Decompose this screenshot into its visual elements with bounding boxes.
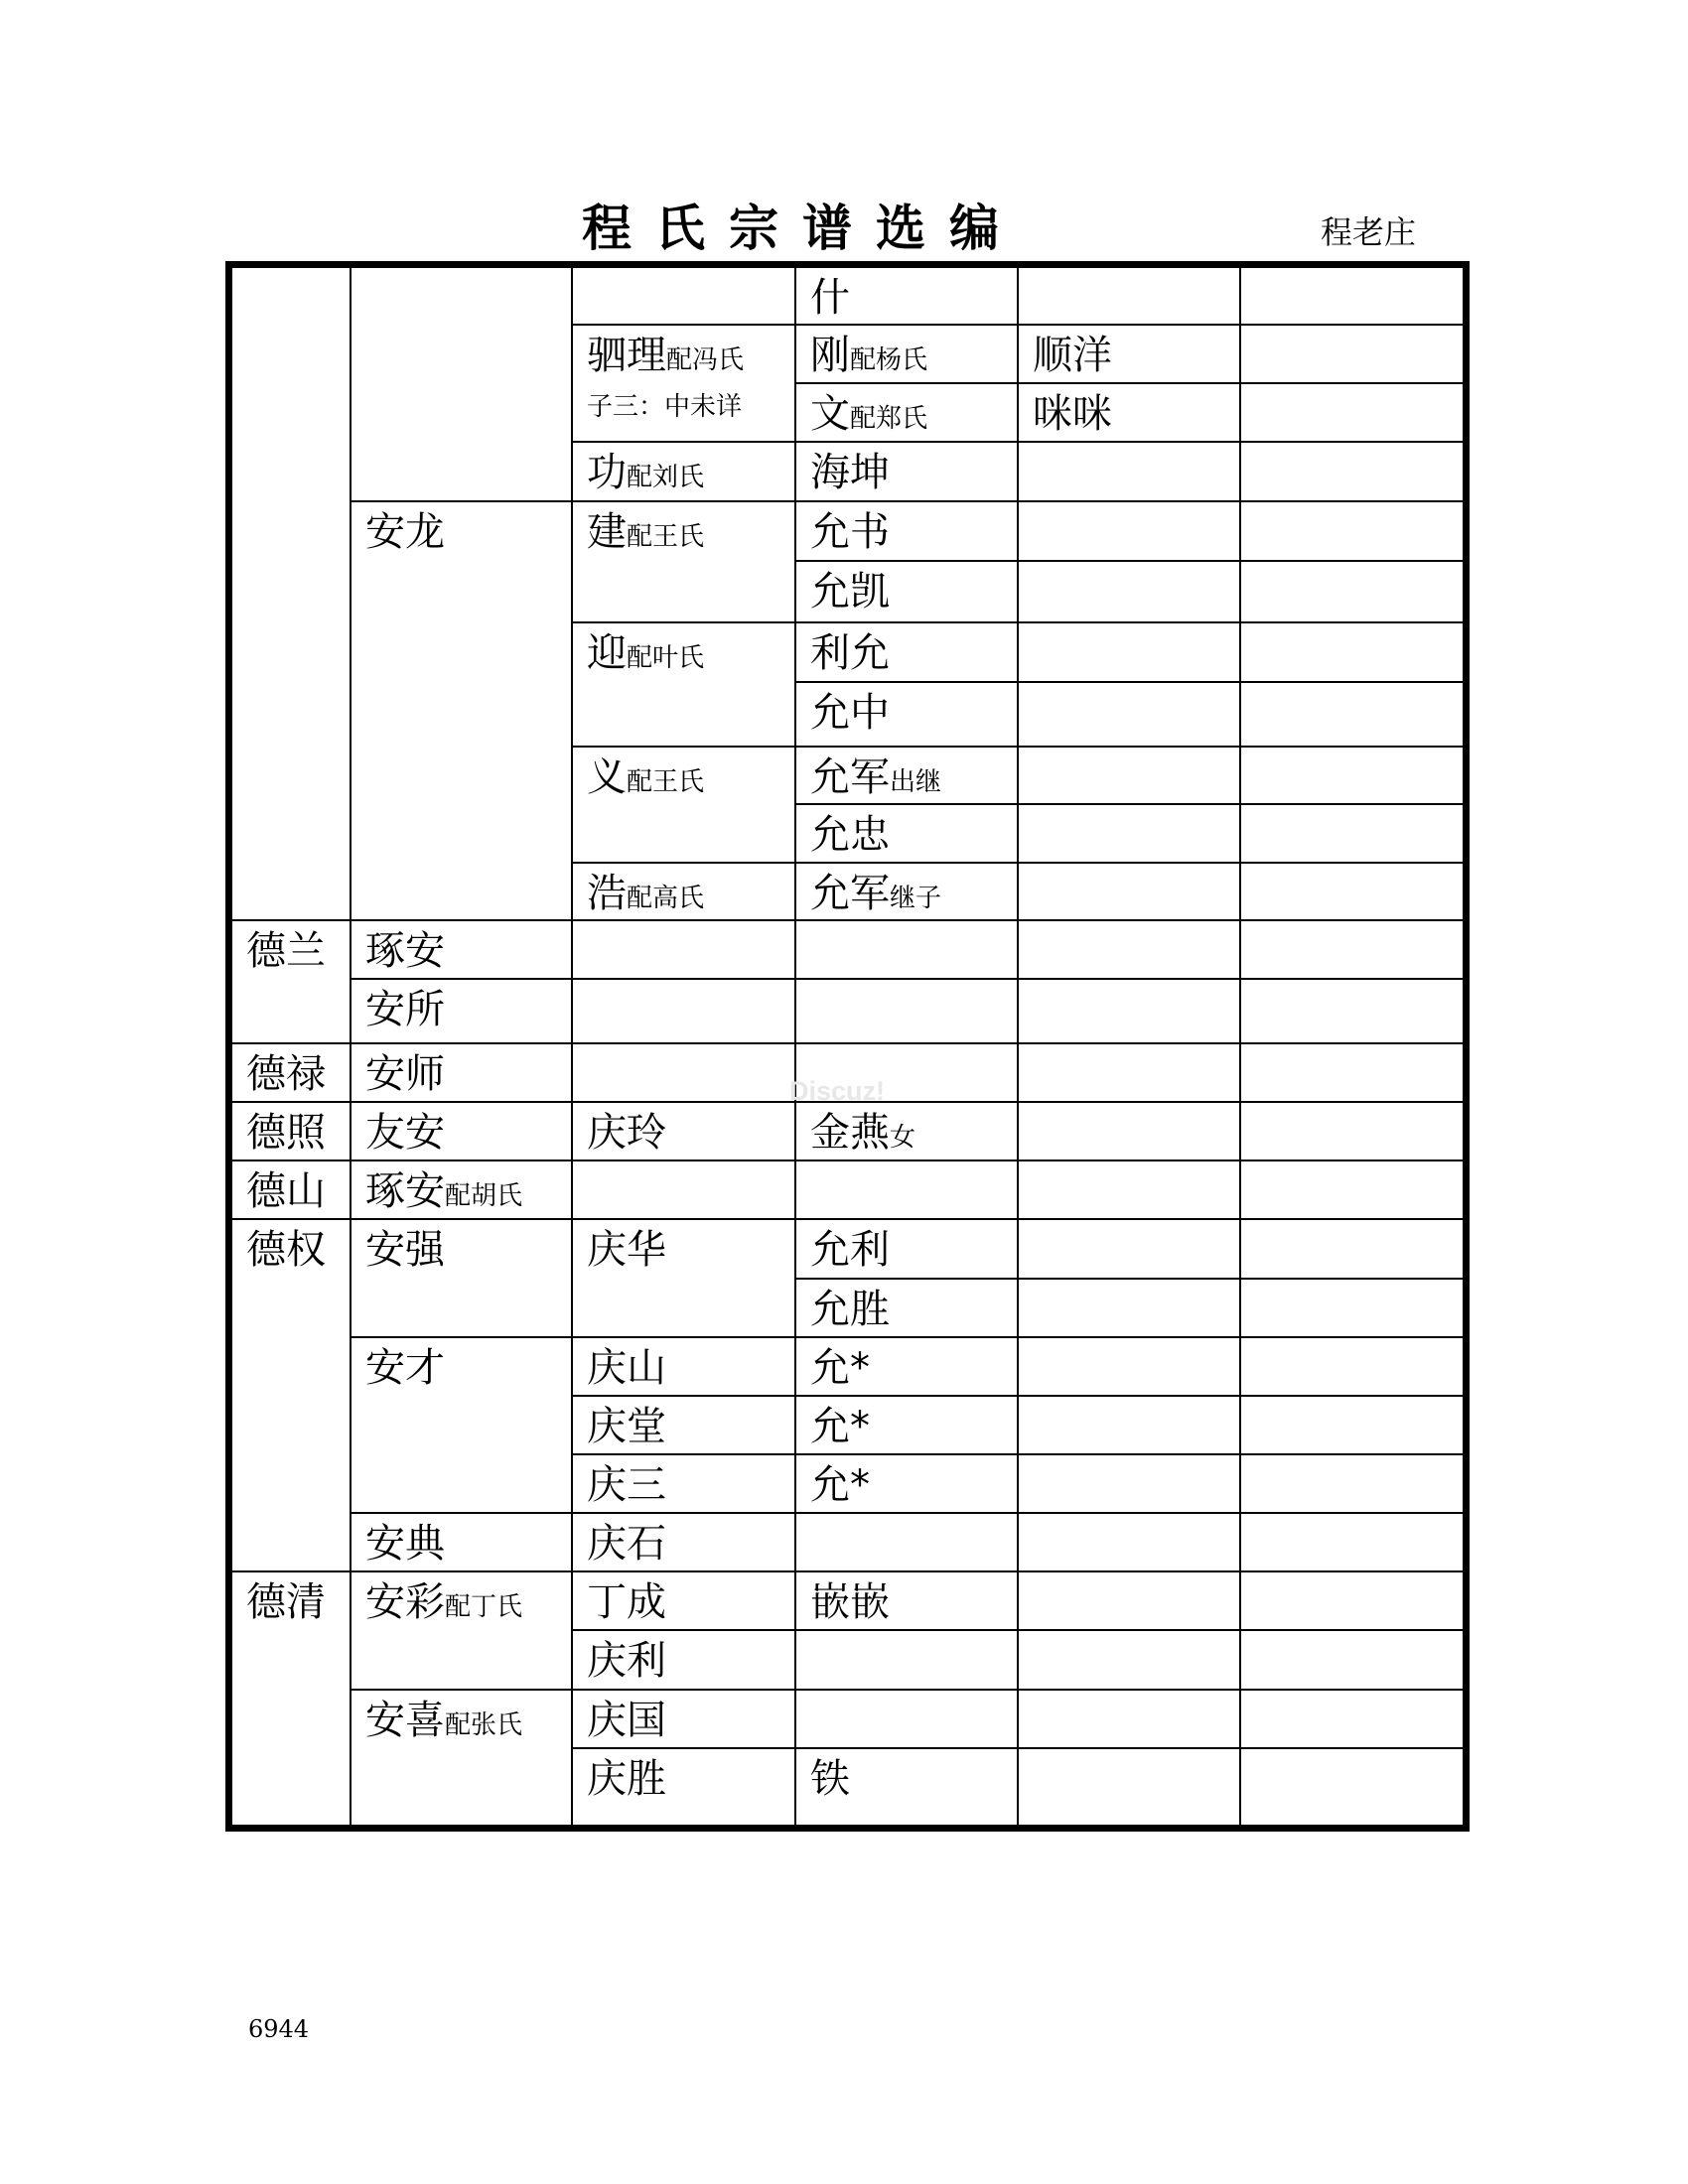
- table-cell: [573, 1455, 796, 1514]
- person-name: 安彩: [365, 1579, 445, 1625]
- table-cell: [796, 326, 1019, 384]
- table-cell-empty: [796, 1514, 1019, 1572]
- table-cell-empty: [1019, 980, 1241, 1044]
- table-cell-empty: [1019, 502, 1241, 562]
- table-cell: [573, 1397, 796, 1455]
- table-cell-empty: [1241, 1572, 1463, 1631]
- table-cell: [573, 748, 796, 864]
- person-name: 嵌嵌: [810, 1579, 890, 1625]
- person-name: 琢安: [365, 928, 445, 974]
- remark: 继子: [890, 884, 942, 913]
- table-cell-empty: [1241, 1749, 1463, 1825]
- table-cell-empty: [1241, 1455, 1463, 1514]
- table-cell-empty: [1241, 326, 1463, 384]
- person-name: 安才: [365, 1345, 445, 1391]
- table-cell-empty: [796, 980, 1019, 1044]
- table-cell-empty: [1241, 748, 1463, 805]
- spouse-note: 配王氏: [627, 767, 705, 797]
- person-name: 允*: [810, 1345, 870, 1391]
- table-cell: [796, 748, 1019, 805]
- table-cell: [1019, 384, 1241, 443]
- table-cell-empty: [1019, 623, 1241, 683]
- table-cell: [796, 384, 1019, 443]
- spouse-note: 配冯氏: [666, 345, 745, 375]
- person-name: 允利: [810, 1227, 890, 1273]
- table-cell: [796, 1397, 1019, 1455]
- table-cell: [796, 1280, 1019, 1338]
- person-name: 安典: [365, 1521, 445, 1567]
- table-cell-empty: [1019, 1280, 1241, 1338]
- table-cell: [573, 1749, 796, 1825]
- person-name: 咪咪: [1033, 391, 1112, 437]
- person-name: 友安: [365, 1110, 445, 1156]
- table-cell-empty: [1241, 1338, 1463, 1397]
- table-cell: [573, 326, 796, 443]
- table-cell-empty: [1241, 623, 1463, 683]
- table-cell-empty: [1019, 1455, 1241, 1514]
- table-cell: [796, 683, 1019, 748]
- table-cell: [796, 1220, 1019, 1280]
- table-cell: [796, 1455, 1019, 1514]
- table-cell-empty: [796, 1691, 1019, 1749]
- table-cell-empty: [1241, 1103, 1463, 1161]
- person-name: 允书: [810, 509, 890, 555]
- person-name: 德权: [246, 1227, 326, 1273]
- person-name: 安龙: [365, 509, 445, 555]
- table-cell-empty: [1241, 1280, 1463, 1338]
- table-cell: [352, 1220, 573, 1338]
- table-cell: [796, 502, 1019, 562]
- person-name: 允*: [810, 1462, 870, 1508]
- table-cell: [796, 805, 1019, 864]
- watermark: Discuz!: [789, 1076, 886, 1106]
- table-cell-empty: [1241, 502, 1463, 562]
- table-cell: [232, 1103, 352, 1161]
- person-name: 安师: [365, 1051, 445, 1097]
- table-cell: [796, 268, 1019, 326]
- table-cell-empty: [1019, 921, 1241, 980]
- person-name: 庆利: [587, 1638, 666, 1684]
- table-cell: [573, 1103, 796, 1161]
- table-cell-empty: [1019, 1397, 1241, 1455]
- person-name: 德兰: [246, 928, 326, 974]
- person-name: 海坤: [810, 450, 890, 495]
- table-cell-empty: [1019, 1749, 1241, 1825]
- table-cell-empty: [352, 268, 573, 502]
- table-cell-empty: [1019, 443, 1241, 502]
- table-cell: [352, 1044, 573, 1103]
- table-cell-empty: [1241, 1631, 1463, 1691]
- remark: 女: [890, 1123, 916, 1153]
- remark: 出继: [890, 767, 942, 797]
- table-cell-empty: [1019, 562, 1241, 623]
- table-cell: [1019, 326, 1241, 384]
- person-name: 庆山: [587, 1345, 666, 1391]
- table-cell-empty: [1019, 1514, 1241, 1572]
- person-name: 庆三: [587, 1462, 666, 1508]
- remark: 子三：中未详: [587, 392, 743, 422]
- table-cell: [352, 921, 573, 980]
- person-name: 功: [587, 450, 627, 495]
- table-cell-empty: [796, 1631, 1019, 1691]
- person-name: 建: [587, 509, 627, 555]
- person-name: 顺洋: [1033, 333, 1112, 378]
- person-name: 庆玲: [587, 1110, 666, 1156]
- spouse-note: 配王氏: [627, 522, 705, 552]
- table-cell-empty: [1019, 268, 1241, 326]
- table-cell-empty: [1241, 805, 1463, 864]
- table-cell: [352, 1103, 573, 1161]
- table-cell-empty: [1019, 1161, 1241, 1220]
- table-cell: [232, 1220, 352, 1572]
- genealogy-table: [230, 266, 1465, 1827]
- table-cell-empty: [1241, 1397, 1463, 1455]
- table-cell-empty: [1241, 1691, 1463, 1749]
- spouse-note: 配叶氏: [627, 643, 705, 673]
- person-name: 允忠: [810, 812, 890, 858]
- table-cell: [796, 1749, 1019, 1825]
- spouse-note: 配张氏: [445, 1710, 523, 1740]
- person-name: 什: [810, 275, 850, 321]
- person-name: 铁: [810, 1756, 850, 1802]
- table-cell-empty: [1019, 1044, 1241, 1103]
- spouse-note: 配高氏: [627, 884, 705, 913]
- person-name: 德禄: [246, 1051, 326, 1097]
- table-cell: [352, 502, 573, 921]
- table-cell-empty: [1241, 562, 1463, 623]
- table-cell-empty: [796, 921, 1019, 980]
- table-cell: [573, 1691, 796, 1749]
- table-cell: [796, 623, 1019, 683]
- spouse-note: 配刘氏: [627, 463, 705, 492]
- table-cell-empty: [573, 980, 796, 1044]
- table-cell: [352, 1572, 573, 1691]
- spouse-note: 配丁氏: [445, 1592, 523, 1622]
- table-cell: [573, 1631, 796, 1691]
- person-name: 丁成: [587, 1579, 666, 1625]
- table-cell: [232, 1044, 352, 1103]
- table-cell-empty: [1241, 1161, 1463, 1220]
- table-cell-empty: [1241, 921, 1463, 980]
- table-cell-empty: [1019, 1631, 1241, 1691]
- person-name: 德照: [246, 1110, 326, 1156]
- table-cell-empty: [1019, 1220, 1241, 1280]
- person-name: 庆石: [587, 1521, 666, 1567]
- table-cell-empty: [1019, 748, 1241, 805]
- table-cell-empty: [1019, 1103, 1241, 1161]
- table-cell: [573, 443, 796, 502]
- person-name: 安喜: [365, 1698, 445, 1743]
- person-name: 庆国: [587, 1698, 666, 1743]
- person-name: 安所: [365, 987, 445, 1032]
- table-cell: [796, 1338, 1019, 1397]
- table-cell-empty: [1019, 683, 1241, 748]
- table-cell-empty: [573, 1161, 796, 1220]
- table-cell: [232, 1161, 352, 1220]
- spouse-note: 配郑氏: [850, 404, 928, 434]
- table-cell-empty: [573, 268, 796, 326]
- table-cell: [232, 1572, 352, 1825]
- person-name: 庆堂: [587, 1404, 666, 1449]
- table-cell: [232, 921, 352, 1044]
- table-cell: [796, 1572, 1019, 1631]
- table-cell-empty: [1241, 1044, 1463, 1103]
- table-cell: [796, 1103, 1019, 1161]
- table-cell: [573, 1514, 796, 1572]
- table-cell-empty: [796, 1161, 1019, 1220]
- table-cell-empty: [1019, 805, 1241, 864]
- table-cell: [352, 1691, 573, 1825]
- person-name: 利允: [810, 630, 890, 676]
- table-cell: [352, 1514, 573, 1572]
- table-cell: [352, 1161, 573, 1220]
- table-cell-empty: [1241, 683, 1463, 748]
- person-name: 刚: [810, 333, 850, 378]
- table-cell: [573, 502, 796, 623]
- table-cell-empty: [1241, 443, 1463, 502]
- person-name: 庆华: [587, 1227, 666, 1273]
- table-cell-empty: [1019, 1691, 1241, 1749]
- table-cell: [573, 864, 796, 921]
- person-name: 安强: [365, 1227, 445, 1273]
- table-cell-empty: [1241, 864, 1463, 921]
- person-name: 浩: [587, 871, 627, 916]
- person-name: 允*: [810, 1404, 870, 1449]
- person-name: 允中: [810, 690, 890, 736]
- table-cell: [796, 864, 1019, 921]
- person-name: 金燕: [810, 1110, 890, 1156]
- person-name: 文: [810, 391, 850, 437]
- table-cell: [352, 980, 573, 1044]
- place-name: 程老庄: [1321, 213, 1417, 251]
- person-name: 义: [587, 754, 627, 800]
- person-name: 庆胜: [587, 1756, 666, 1802]
- person-name: 琢安: [365, 1168, 445, 1214]
- table-cell: [573, 1338, 796, 1397]
- table-cell-empty: [1019, 1572, 1241, 1631]
- person-name: 德清: [246, 1579, 326, 1625]
- page-number: 6944: [248, 2015, 310, 2043]
- person-name: 驷理: [587, 333, 666, 378]
- spouse-note: 配杨氏: [850, 345, 928, 375]
- table-cell: [796, 562, 1019, 623]
- person-name: 德山: [246, 1168, 326, 1214]
- table-cell-empty: [573, 921, 796, 980]
- table-cell-empty: [573, 1044, 796, 1103]
- table-cell: [573, 1220, 796, 1338]
- person-name: 允胜: [810, 1287, 890, 1332]
- table-cell: [352, 1338, 573, 1514]
- person-name: 允军: [810, 754, 890, 800]
- table-cell-empty: [1019, 1338, 1241, 1397]
- table-cell-empty: [1241, 1220, 1463, 1280]
- person-name: 迎: [587, 630, 627, 676]
- person-name: 允军: [810, 871, 890, 916]
- table-cell: [573, 1572, 796, 1631]
- page-title: 程氏宗谱选编: [582, 200, 1023, 257]
- table-cell-empty: [1241, 1514, 1463, 1572]
- table-cell-empty: [1241, 384, 1463, 443]
- table-cell-empty: [1241, 980, 1463, 1044]
- table-cell-empty: [1019, 864, 1241, 921]
- table-cell-empty: [232, 268, 352, 921]
- spouse-note: 配胡氏: [445, 1181, 523, 1211]
- table-cell: [796, 443, 1019, 502]
- person-name: 允凯: [810, 569, 890, 614]
- table-cell: [573, 623, 796, 748]
- table-cell-empty: [1241, 268, 1463, 326]
